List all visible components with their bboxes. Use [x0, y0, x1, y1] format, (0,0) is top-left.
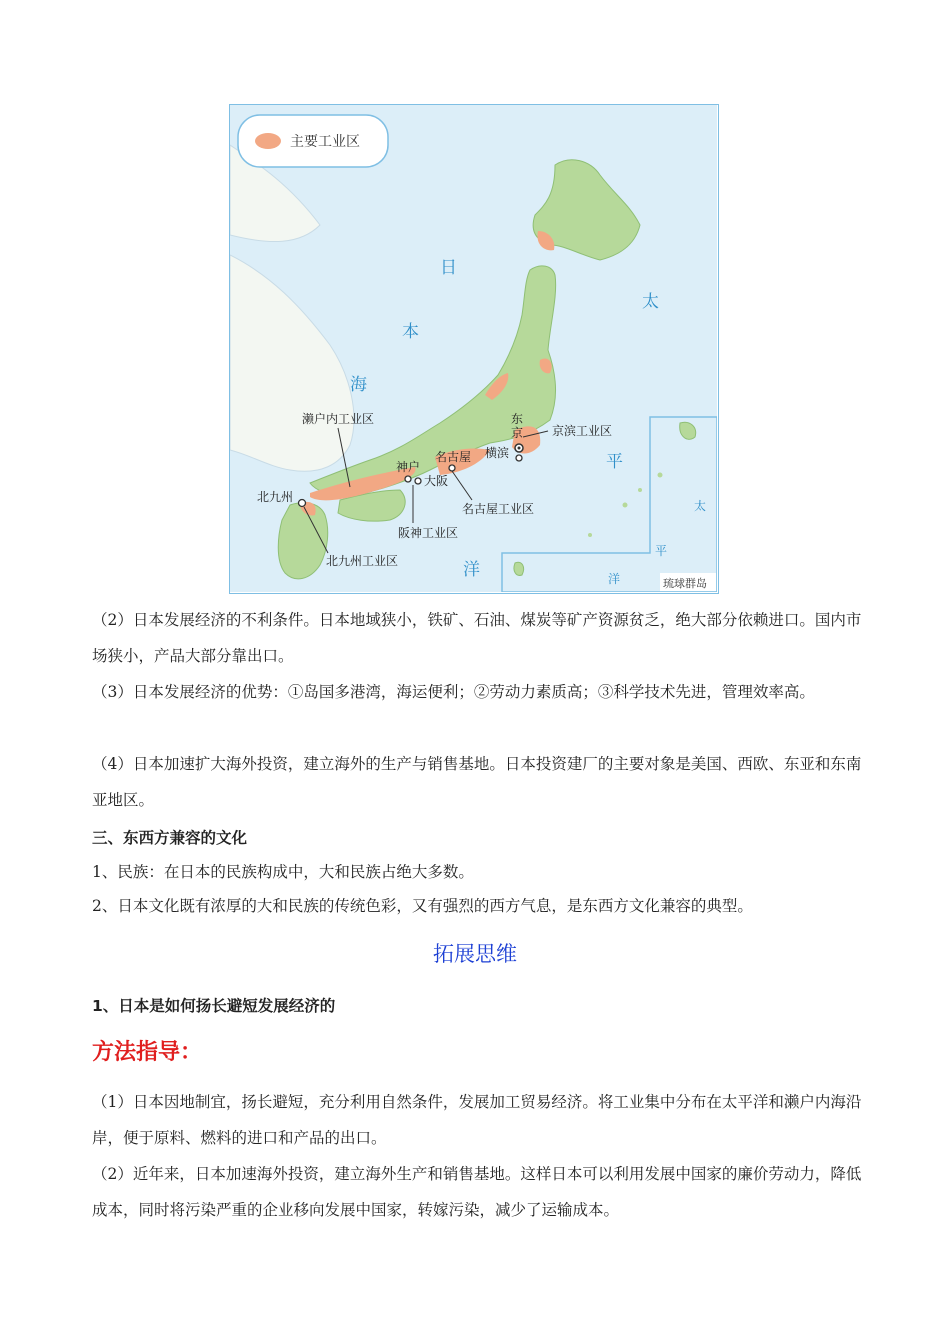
city-label-nagoya: 名古屋 — [435, 450, 472, 464]
region-label-kitakyushu: 北九州工业区 — [326, 554, 399, 568]
yokohama-marker — [516, 455, 522, 461]
paragraph-unfavorable-conditions: （2）日本发展经济的不利条件。日本地域狭小，铁矿、石油、煤炭等矿产资源贫乏，绝大部分依赖进口。国内市场狭小，产品大部分靠出口。 — [92, 611, 862, 665]
region-label-chukyo: 名古屋工业区 — [462, 502, 535, 516]
city-label-kobe: 神户 — [396, 460, 421, 474]
osaka-marker — [415, 478, 421, 484]
method-point-1: （1）日本因地制宜，扬长避短，充分利用自然条件，发展加工贸易经济。将工业集中分布在太平洋和濑户内海沿岸，便于原料、燃料的进口和产品的出口。 — [92, 1093, 862, 1147]
inset-island-b — [514, 562, 524, 575]
extension-title: 拓展思维 — [433, 942, 517, 966]
ocean-label-ping: 平 — [606, 452, 623, 472]
inset-islet — [658, 473, 663, 478]
region-label-hanshin: 阪神工业区 — [398, 526, 459, 540]
inset-caption: 琉球群岛 — [663, 577, 707, 590]
method-title: 方法指导： — [92, 1040, 203, 1065]
section-heading-culture: 三、东西方兼容的文化 — [92, 829, 248, 847]
legend-industry-swatch — [255, 133, 281, 149]
legend-label: 主要工业区 — [290, 134, 360, 150]
region-label-keihin: 京滨工业区 — [552, 424, 613, 438]
japan-industry-map — [229, 104, 719, 594]
sea-label-ben: 本 — [402, 322, 419, 342]
city-label-osaka: 大阪 — [424, 474, 449, 488]
inset-label-ping: 平 — [655, 544, 668, 558]
city-label-yokohama: 横滨 — [485, 446, 510, 460]
inset-islet — [623, 503, 628, 508]
tokyo-marker-dot — [518, 447, 521, 450]
sea-label-ri: 日 — [440, 258, 457, 278]
paragraph-overseas-investment: （4）日本加速扩大海外投资，建立海外的生产与销售基地。日本投资建厂的主要对象是美国、西欧、东亚和东南亚地区。 — [92, 755, 862, 809]
ocean-label-yang: 洋 — [463, 560, 480, 580]
nagoya-marker — [449, 465, 455, 471]
region-label-setouchi: 濑户内工业区 — [302, 412, 375, 426]
paragraph-advantages: （3）日本发展经济的优势：①岛国多港湾，海运便利；②劳动力素质高；③科学技术先进，管理效率高。 — [92, 683, 815, 701]
extension-question: 1、日本是如何扬长避短发展经济的 — [92, 997, 336, 1015]
city-label-kitakyushu: 北九州 — [257, 490, 294, 504]
ocean-label-tai: 太 — [642, 292, 659, 312]
inset-label-tai: 太 — [694, 499, 707, 513]
inset-islet — [588, 533, 592, 537]
kobe-marker — [405, 476, 411, 482]
kitakyushu-marker — [299, 500, 306, 507]
city-label-tokyo-2: 京 — [511, 426, 524, 440]
map-svg — [230, 105, 717, 592]
inset-label-yang: 洋 — [608, 572, 621, 586]
method-point-2: （2）近年来，日本加速海外投资，建立海外生产和销售基地。这样日本可以利用发展中国家的廉价劳动力，降低成本，同时将污染严重的企业移向发展中国家，转嫁污染，减少了运输成本。 — [92, 1165, 862, 1219]
inset-islet — [638, 488, 642, 492]
city-label-tokyo-1: 东 — [511, 412, 524, 426]
sea-label-hai: 海 — [350, 375, 367, 395]
culture-item-1: 1、民族：在日本的民族构成中，大和民族占绝大多数。 — [92, 863, 474, 881]
culture-item-2: 2、日本文化既有浓厚的大和民族的传统色彩，又有强烈的西方气息，是东西方文化兼容的典型。 — [92, 897, 753, 915]
